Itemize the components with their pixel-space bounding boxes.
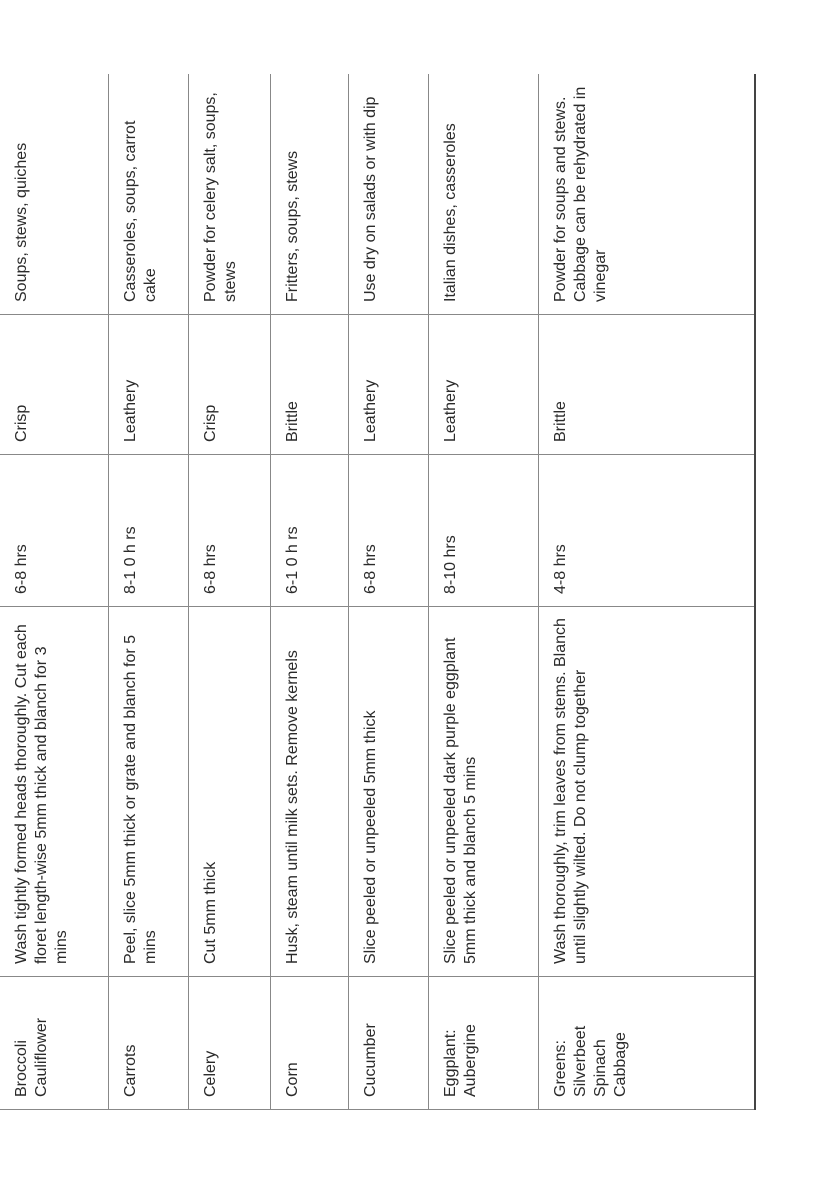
- uses-cell: Powder for soups and stews. Cabbage can be rehydrated in vinegar: [538, 75, 755, 315]
- uses-cell: Powder for celery salt, soups, stews: [188, 75, 270, 315]
- vegetable-cell: Corn: [270, 977, 348, 1110]
- drying-time-cell: 8-1 0 h rs: [108, 455, 188, 607]
- preparation-cell: Wash thoroughly, trim leaves from stems. Blanch until slightly wilted. Do not clump together: [538, 607, 755, 977]
- rotated-table-frame: [0, 75, 755, 1110]
- table-row: [188, 75, 270, 1110]
- preparation-cell: Wash tightly formed heads thoroughly. Cut each floret length-wise 5mm thick and blanch for 3 mins: [0, 607, 108, 977]
- dryness-cell: Leathery: [108, 315, 188, 455]
- dryness-cell: Brittle: [538, 315, 755, 455]
- vegetable-drying-table: [0, 75, 756, 1111]
- table-row: [270, 75, 348, 1110]
- preparation-cell: Slice peeled or unpeeled 5mm thick: [348, 607, 428, 977]
- vegetable-cell: Celery: [188, 977, 270, 1110]
- vegetable-cell: Broccoli Cauliflower: [0, 977, 108, 1110]
- preparation-cell: Slice peeled or unpeeled dark purple eggplant 5mm thick and blanch 5 mins: [428, 607, 538, 977]
- dryness-cell: Leathery: [348, 315, 428, 455]
- drying-time-cell: 6-8 hrs: [0, 455, 108, 607]
- uses-cell: Soups, stews, quiches: [0, 75, 108, 315]
- uses-cell: Use dry on salads or with dip: [348, 75, 428, 315]
- drying-time-cell: 6-8 hrs: [348, 455, 428, 607]
- drying-time-cell: 6-8 hrs: [188, 455, 270, 607]
- preparation-cell: Peel, slice 5mm thick or grate and blanch for 5 mins: [108, 607, 188, 977]
- table-row: [428, 75, 538, 1110]
- dryness-cell: Brittle: [270, 315, 348, 455]
- uses-cell: Casseroles, soups, carrot cake: [108, 75, 188, 315]
- vegetable-cell: Cucumber: [348, 977, 428, 1110]
- vegetable-cell: Carrots: [108, 977, 188, 1110]
- table-row: [348, 75, 428, 1110]
- uses-cell: Fritters, soups, stews: [270, 75, 348, 315]
- drying-time-cell: 4-8 hrs: [538, 455, 755, 607]
- dryness-cell: Crisp: [188, 315, 270, 455]
- table-row: [538, 75, 755, 1110]
- table-row: [0, 75, 108, 1110]
- drying-time-cell: 6-1 0 h rs: [270, 455, 348, 607]
- preparation-cell: Cut 5mm thick: [188, 607, 270, 977]
- vegetable-cell: Greens: Silverbeet Spinach Cabbage: [538, 977, 755, 1110]
- dryness-cell: Crisp: [0, 315, 108, 455]
- table-body: [0, 75, 755, 1110]
- preparation-cell: Husk, steam until milk sets. Remove kernels: [270, 607, 348, 977]
- uses-cell: Italian dishes, casseroles: [428, 75, 538, 315]
- dryness-cell: Leathery: [428, 315, 538, 455]
- table-row: [108, 75, 188, 1110]
- vegetable-cell: Eggplant: Aubergine: [428, 977, 538, 1110]
- drying-time-cell: 8-10 hrs: [428, 455, 538, 607]
